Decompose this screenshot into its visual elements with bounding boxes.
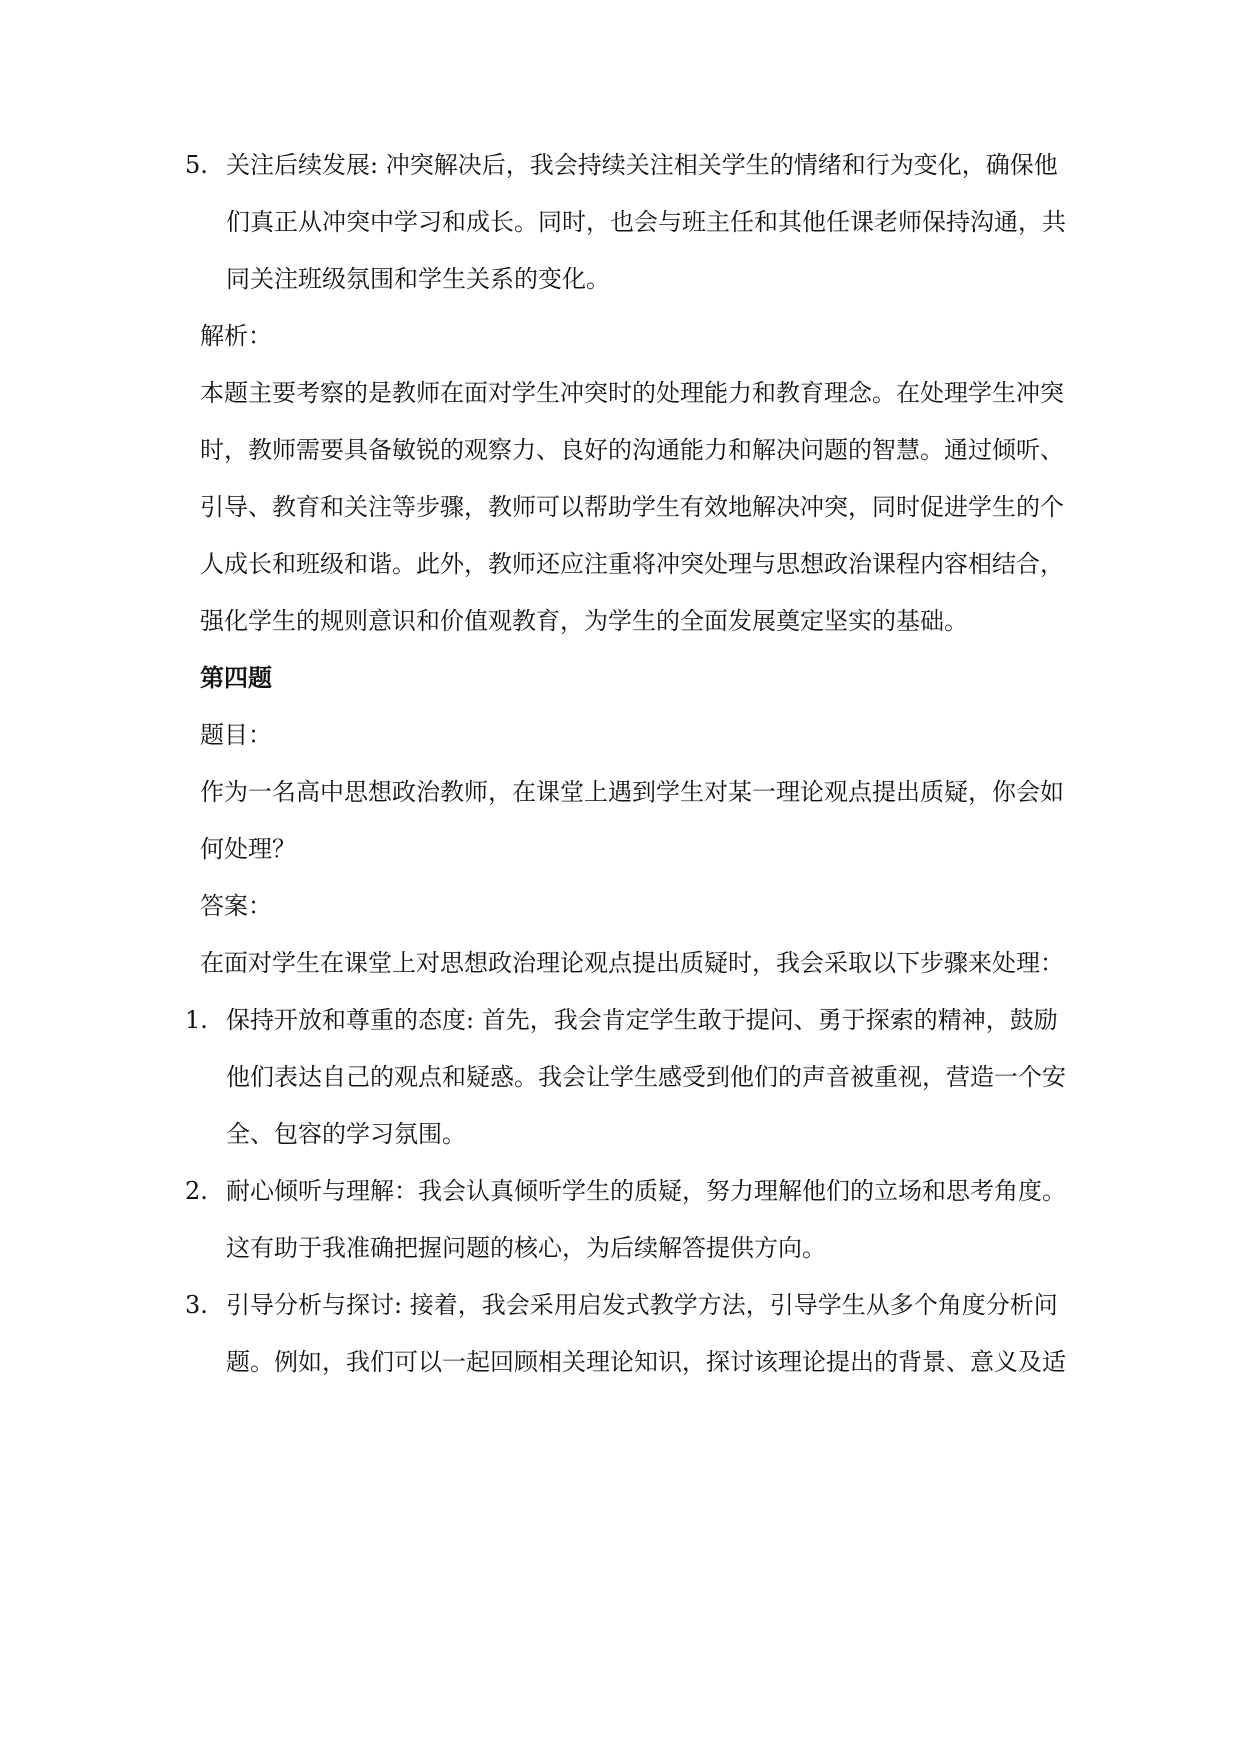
step1-line-2: 他们表达自己的观点和疑惑。我会让学生感受到他们的声音被重视，营造一个安 — [226, 1063, 1066, 1091]
analysis-line-2: 时，教师需要具备敏锐的观察力、良好的沟通能力和解决问题的智慧。通过倾听、 — [200, 436, 1064, 464]
analysis-line-4: 人成长和班级和谐。此外，教师还应注重将冲突处理与思想政治课程内容相结合， — [200, 550, 1064, 578]
list-number: 5. — [185, 151, 208, 179]
step1-line-3: 全、包容的学习氛围。 — [226, 1120, 466, 1148]
item5-line-3: 同关注班级氛围和学生关系的变化。 — [226, 265, 610, 293]
question-label: 题目： — [200, 721, 272, 749]
item5-line-1: 关注后续发展: 冲突解决后，我会持续关注相关学生的情绪和行为变化，确保他 — [226, 151, 1058, 179]
analysis-line-1: 本题主要考察的是教师在面对学生冲突时的处理能力和教育理念。在处理学生冲突 — [200, 379, 1064, 407]
step1-line-1: 保持开放和尊重的态度: 首先，我会肯定学生敢于提问、勇于探索的精神，鼓励 — [226, 1006, 1058, 1034]
analysis-line-5: 强化学生的规则意识和价值观教育，为学生的全面发展奠定坚实的基础。 — [200, 607, 968, 635]
answer-intro: 在面对学生在课堂上对思想政治理论观点提出质疑时，我会采取以下步骤来处理： — [200, 949, 1064, 977]
step3-line-1: 引导分析与探讨: 接着，我会采用启发式教学方法，引导学生从多个角度分析问 — [226, 1291, 1058, 1319]
step2-line-1: 耐心倾听与理解：我会认真倾听学生的质疑，努力理解他们的立场和思考角度。 — [226, 1177, 1066, 1205]
answer-label: 答案： — [200, 892, 272, 920]
list-number: 1. — [185, 1006, 208, 1034]
step3-line-2: 题。例如，我们可以一起回顾相关理论知识，探讨该理论提出的背景、意义及适 — [226, 1348, 1066, 1376]
list-number: 3. — [185, 1291, 208, 1319]
question-line-1: 作为一名高中思想政治教师，在课堂上遇到学生对某一理论观点提出质疑，你会如 — [200, 778, 1064, 806]
section-title: 第四题 — [200, 663, 272, 692]
analysis-label: 解析： — [200, 322, 272, 350]
item5-line-2: 们真正从冲突中学习和成长。同时，也会与班主任和其他任课老师保持沟通，共 — [226, 208, 1066, 236]
list-number: 2. — [185, 1177, 208, 1205]
question-line-2: 何处理？ — [200, 835, 296, 863]
step2-line-2: 这有助于我准确把握问题的核心，为后续解答提供方向。 — [226, 1234, 826, 1262]
analysis-line-3: 引导、教育和关注等步骤，教师可以帮助学生有效地解决冲突，同时促进学生的个 — [200, 493, 1064, 521]
